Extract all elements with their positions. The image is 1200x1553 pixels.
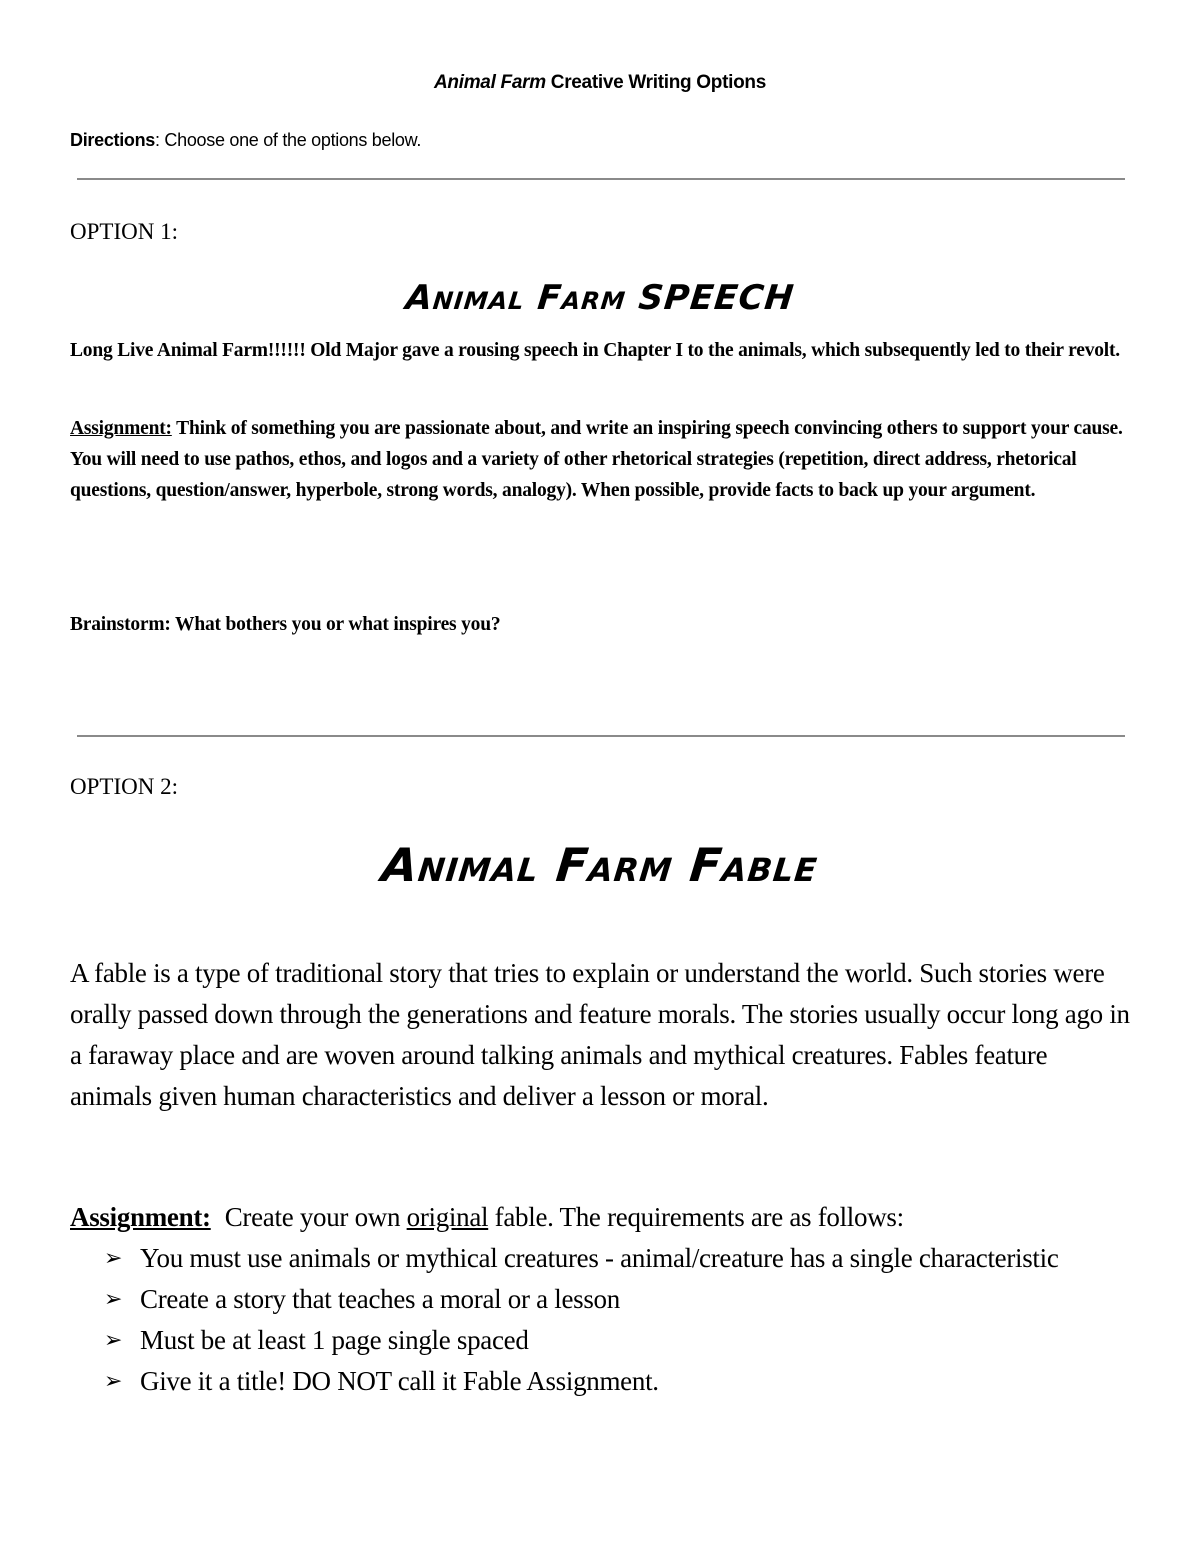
option-1-heading-part-a: Animal Farm	[403, 278, 641, 318]
document-title	[0, 72, 1200, 94]
requirement-text: You must use animals or mythical creatures - animal/creature has a single characteristic	[140, 1243, 1059, 1273]
option-1-label: OPTION 1:	[70, 219, 178, 244]
requirement-item	[104, 1238, 1104, 1279]
option-2-assignment	[70, 1197, 1150, 1238]
option-1-brainstorm-prompt: Brainstorm: What bothers you or what inspires you?	[70, 614, 501, 635]
arrow-bullet-icon: ➢	[104, 1369, 123, 1394]
option-2-assignment-label: Assignment:	[70, 1202, 211, 1232]
option-1-intro: Long Live Animal Farm!!!!!! Old Major gave a rousing speech in Chapter I to the animals, which subsequently led to their revolt.	[70, 340, 1120, 361]
option-2-assignment-pre: Create your own	[224, 1202, 407, 1232]
section-divider-top	[77, 178, 1125, 180]
option-1-assignment	[70, 413, 1130, 506]
requirement-text: Create a story that teaches a moral or a lesson	[140, 1284, 620, 1314]
document-title-rest: Creative Writing Options	[545, 72, 766, 93]
option-2-assignment-post: fable. The requirements are as follows:	[488, 1202, 904, 1232]
option-2-heading-text: Animal Farm Fable	[379, 838, 821, 892]
option-2-assignment-underlined: original	[406, 1202, 489, 1232]
directions-text: : Choose one of the options below.	[155, 130, 422, 150]
option-2-label: OPTION 2:	[70, 774, 178, 799]
requirement-item	[104, 1279, 1104, 1320]
directions-line	[70, 130, 421, 151]
requirements-list	[104, 1238, 1104, 1402]
document-title-italic: Animal Farm	[434, 72, 546, 93]
requirement-text: Must be at least 1 page single spaced	[140, 1325, 529, 1355]
option-1-heading-part-b: SPEECH	[636, 278, 797, 318]
arrow-bullet-icon: ➢	[104, 1328, 123, 1353]
option-1-assignment-label: Assignment:	[70, 418, 172, 439]
arrow-bullet-icon: ➢	[104, 1287, 123, 1312]
requirement-text: Give it a title! DO NOT call it Fable Assignment.	[140, 1366, 659, 1396]
option-2-heading	[0, 838, 1200, 892]
option-1-heading	[0, 278, 1200, 318]
requirement-item	[104, 1320, 1104, 1361]
requirement-item	[104, 1361, 1104, 1402]
section-divider-middle	[77, 735, 1125, 737]
directions-label: Directions	[70, 130, 156, 150]
arrow-bullet-icon: ➢	[104, 1246, 123, 1271]
option-2-description: A fable is a type of traditional story that tries to explain or understand the world. Such stories were orally passed down through the generations and feature morals. The stories usually occur long ago in a faraway place and are woven around talking animals and mythical creatures. Fables feature animals given human characteristics and deliver a lesson or moral.	[70, 958, 1130, 1111]
option-1-assignment-text: Think of something you are passionate about, and write an inspiring speech convincing others to support your cause. You will need to use pathos, ethos, and logos and a variety of other rhetorical strategies (repetition, direct address, rhetorical questions, question/answer, hyperbole, strong words, analogy). When possible, provide facts to back up your argument.	[70, 418, 1123, 501]
